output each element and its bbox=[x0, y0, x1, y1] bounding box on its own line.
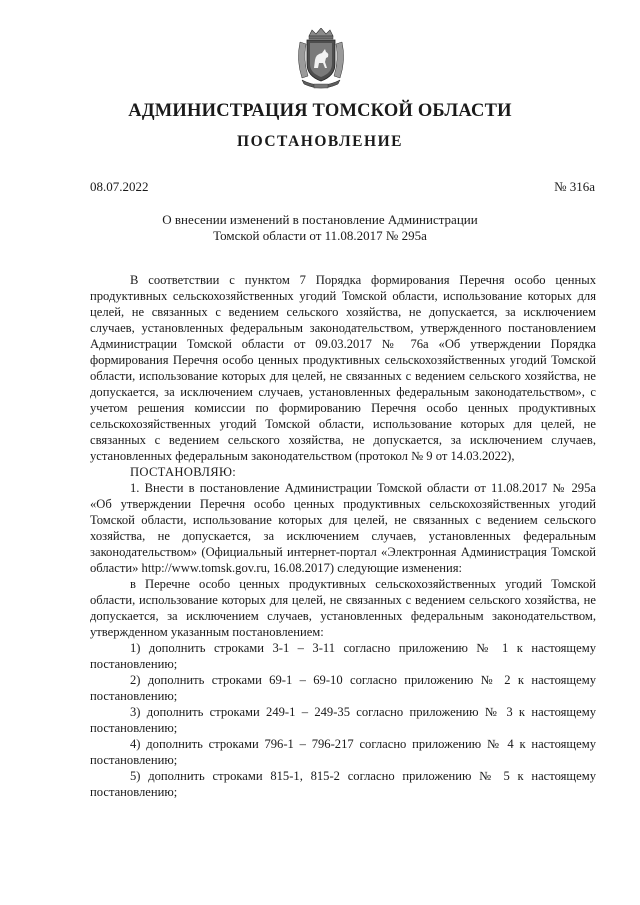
document-number: № 316а bbox=[554, 179, 595, 194]
decree-heading: ПОСТАНОВЛЯЮ: bbox=[130, 465, 236, 479]
document-subject: О внесении изменений в постановление Администрации Томской области от 11.08.2017 № 295а bbox=[162, 212, 478, 243]
item-1-paragraph: 1. Внести в постановление Администрации Томской области от 11.08.2017 № 295а «Об утверждении Перечня особо ценных продуктивных сельскохозяйственных угодий Томской области, использование которых для целей, не связанных с ведением сельского хозяйства, не допускается, за исключением случаев, установленных федеральным законодательством» (Официальный интернет-портал «Электронная Администрация Томской области» http://www.tomsk.gov.ru, 16.08.2017) следующие изменения: bbox=[90, 481, 596, 575]
item-1-intro-paragraph: в Перечне особо ценных продуктивных сельскохозяйственных угодий Томской области, использование которых для целей, не связанных с ведением сельского хозяйства, не допускается, за исключением случаев, установленных федеральным законодательством, утвержденном указанным постановлением: bbox=[90, 577, 596, 639]
document-body bbox=[90, 272, 596, 800]
tomsk-region-coat-of-arms-icon bbox=[296, 28, 346, 90]
document-date: 08.07.2022 bbox=[90, 179, 149, 194]
document-type: ПОСТАНОВЛЕНИЕ bbox=[237, 133, 403, 150]
organization-title: АДМИНИСТРАЦИЯ ТОМСКОЙ ОБЛАСТИ bbox=[128, 101, 512, 121]
subitem-3: 3) дополнить строками 249-1 – 249-35 согласно приложению № 3 к настоящему постановлению; bbox=[90, 705, 596, 735]
subitem-5: 5) дополнить строками 815-1, 815-2 согласно приложению № 5 к настоящему постановлению; bbox=[90, 769, 596, 799]
subitem-2: 2) дополнить строками 69-1 – 69-10 согласно приложению № 2 к настоящему постановлению; bbox=[90, 673, 596, 703]
subitem-1: 1) дополнить строками 3-1 – 3-11 согласно приложению № 1 к настоящему постановлению; bbox=[90, 641, 596, 671]
preamble-paragraph: В соответствии с пунктом 7 Порядка формирования Перечня особо ценных продуктивных сельскохозяйственных угодий Томской области, использование которых для целей, не связанных с ведением сельского хозяйства, не допускается, за исключением случаев, установленных федеральным законодательством, утвержденного постановлением Администрации Томской области от 09.03.2017 № 76а «Об утверждении Порядка формирования Перечня особо ценных продуктивных сельскохозяйственных угодий Томской области, использование которых для целей, не связанных с ведением сельского хозяйства, не допускается, за исключением случаев, установленных федеральным законодательством», с учетом решения комиссии по формированию Перечня особо ценных продуктивных сельскохозяйственных угодий Томской области, использование которых для целей, не связанных с ведением сельского хозяйства, не допускается, за исключением случаев, установленных федеральным законодательством (протокол № 9 от 14.03.2022), bbox=[90, 273, 596, 463]
subitem-4: 4) дополнить строками 796-1 – 796-217 согласно приложению № 4 к настоящему постановлению; bbox=[90, 737, 596, 767]
